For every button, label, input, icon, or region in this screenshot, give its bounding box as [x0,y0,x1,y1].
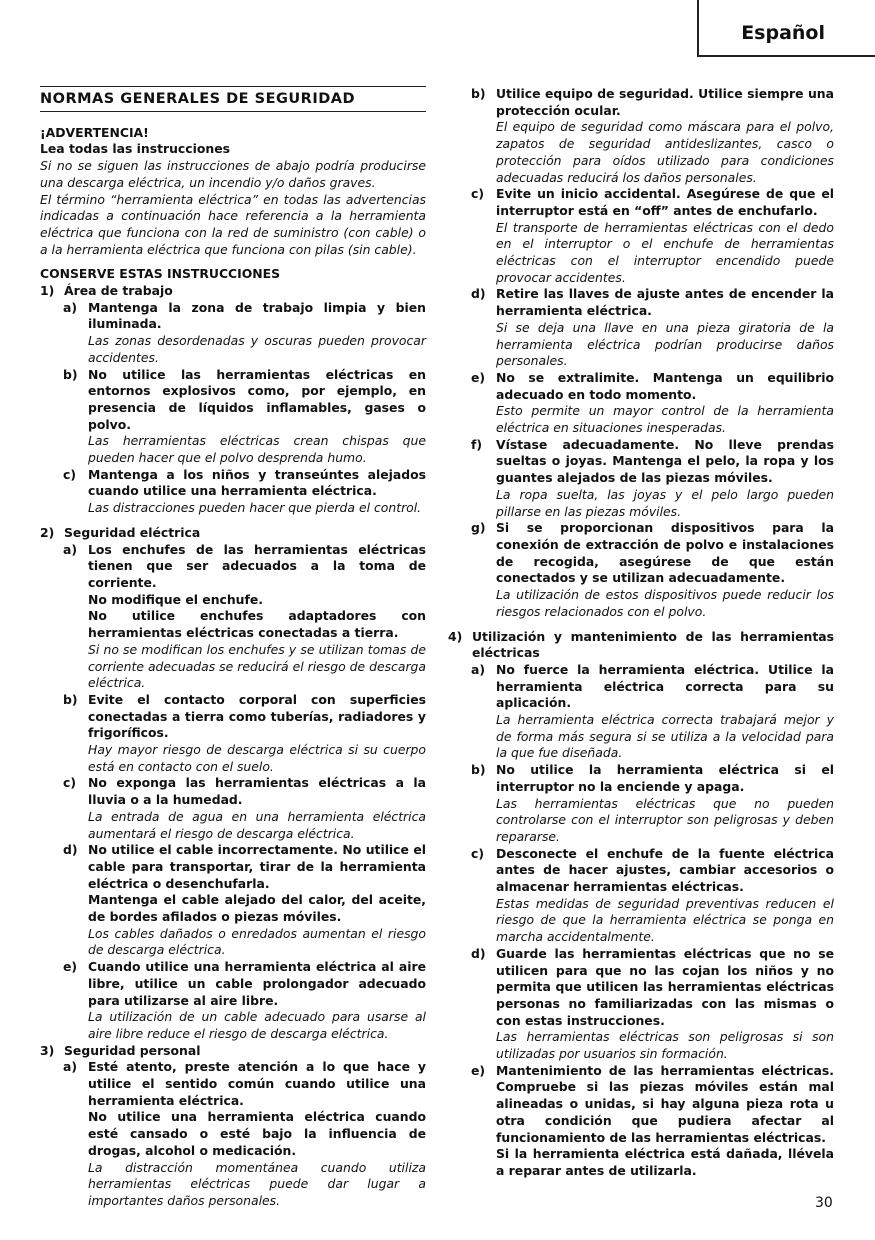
list-item: e) No se extralimite. Mantenga un equilibrio adecuado en todo momento. Esto permite un mayor control de la herramienta eléctrica en situaciones inesperadas. [471,369,834,436]
left-column [40,86,426,1210]
section-3: 3) Seguridad personal [40,1043,426,1060]
list-item: c) Mantenga a los niños y transeúntes alejados cuando utilice una herramienta eléctrica. Las distracciones pueden hacer que pierda el control. [63,466,426,516]
list-item: b) Evite el contacto corporal con superficies conectadas a tierra como tuberías, radiadores y frigoríficos. Hay mayor riesgo de descarga eléctrica si su cuerpo está en contacto con el suelo. [63,691,426,774]
keep-instructions-heading: CONSERVE ESTAS INSTRUCCIONES [40,266,281,282]
section-4: 4) Utilización y mantenimiento de las herramientas eléctricas [448,628,834,661]
intro-text-2: El término “herramienta eléctrica” en todas las advertencias indicadas a continuación hace referencia a la herramienta eléctrica que funciona con la red de suministro (con cable) o a la herramienta eléctrica que funciona con pilas (sin cable). [40,191,426,257]
section-4-title: Utilización y mantenimiento de las herramientas eléctricas [472,628,834,661]
list-item: b) Utilice equipo de seguridad. Utilice siempre una protección ocular. El equipo de seguridad como máscara para el polvo, zapatos de seguridad antideslizantes, casco o protección para oídos utilizado para condiciones adecuadas reducirá los daños personales. [471,86,834,185]
list-item: d) No utilice el cable incorrectamente. No utilice el cable para transportar, tirar de la herramienta eléctrica o desenchufarla. Mantenga el cable alejado del calor, del aceite, de bordes afilados o piezas móviles. Los cables dañados o enredados aumentan el riesgo de descarga eléctrica. [63,842,426,958]
right-column [448,86,834,1180]
section-1: 1) Área de trabajo [40,283,426,300]
section-2-title: Seguridad eléctrica [64,524,201,540]
language-tab [697,0,875,57]
list-item: a) Esté atento, preste atención a lo que hace y utilice el sentido común cuando utilice una herramienta eléctrica. No utilice una herramienta eléctrica cuando esté cansado o esté bajo la influencia de drogas, alcohol o medicación. La distracción momentánea cuando utiliza herramientas eléctricas puede dar lugar a importantes daños personales. [63,1059,426,1208]
list-item: c) Desconecte el enchufe de la fuente eléctrica antes de hacer ajustes, cambiar accesorios o almacenar herramientas eléctricas. Estas medidas de seguridad preventivas reducen el riesgo de que la herramienta eléctrica se ponga en marcha accidentalmente. [471,845,834,945]
list-item: a) Mantenga la zona de trabajo limpia y bien iluminada. Las zonas desordenadas y oscuras pueden provocar accidentes. [63,299,426,365]
list-item: f) Vístase adecuadamente. No lleve prendas sueltas o joyas. Mantenga el pelo, la ropa y los guantes alejados de las piezas móviles. La ropa suelta, las joyas y el pelo largo pueden pillarse en las piezas móviles. [471,436,834,519]
list-item: d) Retire las llaves de ajuste antes de encender la herramienta eléctrica. Si se deja una llave en una pieza giratoria de la herramienta eléctrica podrían producirse daños personales. [471,286,834,369]
list-item: d) Guarde las herramientas eléctricas que no se utilicen para que no las cojan los niños y no permita que utilicen las herramientas eléctricas personas no familiarizadas con las mismas o con estas instrucciones. Las herramientas eléctricas son peligrosas si son utilizadas por usuarios sin formación. [471,945,834,1062]
list-item: a) No fuerce la herramienta eléctrica. Utilice la herramienta eléctrica correcta para su aplicación. La herramienta eléctrica correcta trabajará mejor y de forma más segura si se utiliza a la velocidad para la que fue diseñada. [471,661,834,761]
section-title: NORMAS GENERALES DE SEGURIDAD [40,86,426,112]
warning-heading: ¡ADVERTENCIA! [40,124,149,140]
list-item: a) Los enchufes de las herramientas eléctricas tienen que ser adecuados a la toma de corriente. No modifique el enchufe. No utilice enchufes adaptadores con herramientas eléctricas conectadas a tierra. Si no se modifican los enchufes y se utilizan tomas de corriente adecuadas se reducirá el riesgo de descarga eléctrica. [63,541,426,691]
list-item: b) No utilice las herramientas eléctricas en entornos explosivos como, por ejemplo, en presencia de líquidos inflamables, gases o polvo. Las herramientas eléctricas crean chispas que pueden hacer que el polvo desprenda humo. [63,366,426,466]
section-3-title: Seguridad personal [64,1042,201,1058]
intro-text-1: Si no se siguen las instrucciones de abajo podría producirse una descarga eléctrica, un incendio y/o daños graves. [40,158,426,190]
list-item: e) Cuando utilice una herramienta eléctrica al aire libre, utilice un cable prolongador adecuado para utilizarse al aire libre. La utilización de un cable adecuado para usarse al aire libre reduce el riesgo de descarga eléctrica. [63,959,426,1041]
section-2: 2) Seguridad eléctrica [40,525,426,542]
list-item: g) Si se proporcionan dispositivos para la conexión de extracción de polvo e instalaciones de recogida, asegúrese de que están conectados y se utilizan adecuadamente. La utilización de estos dispositivos puede reducir los riesgos relacionados con el polvo. [471,520,834,619]
list-item: e) Mantenimiento de las herramientas eléctricas. Compruebe si las piezas móviles están mal alineadas o unidas, si hay alguna pieza rota u otra condición que pudiera afectar al funcionamiento de las herramientas eléctricas. Si la herramienta eléctrica está dañada, llévela a reparar antes de utilizarla. [471,1062,834,1178]
list-item: b) No utilice la herramienta eléctrica si el interruptor no la enciende y apaga. Las herramientas eléctricas que no pueden controlarse con el interruptor son peligrosas y deben repararse. [471,762,834,844]
read-all-heading: Lea todas las instrucciones [40,141,230,157]
list-item: c) No exponga las herramientas eléctricas a la lluvia o a la humedad. La entrada de agua en una herramienta eléctrica aumentará el riesgo de descarga eléctrica. [63,775,426,841]
list-item: c) Evite un inicio accidental. Asegúrese de que el interruptor está en “off” antes de enchufarlo. El transporte de herramientas eléctricas con el dedo en el interruptor o el enchufe de herramientas eléctricas con el interruptor encendido puede provocar accidentes. [471,186,834,285]
language-label: Español [741,22,825,44]
section-1-title: Área de trabajo [64,283,173,299]
page-number: 30 [815,1195,833,1211]
